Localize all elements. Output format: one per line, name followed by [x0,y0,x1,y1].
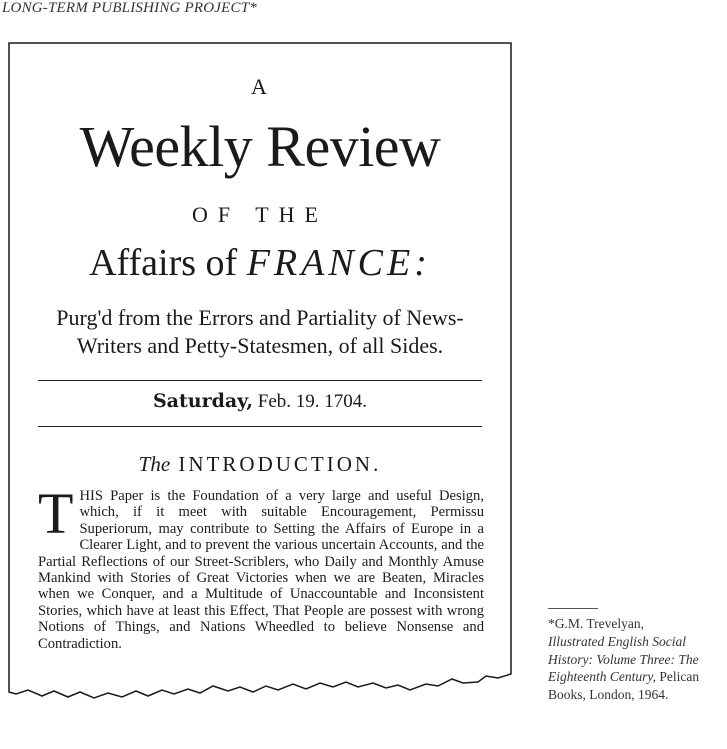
affairs-country: FRANCE: [246,242,431,284]
body-paragraph [38,481,484,652]
footnote-rule [548,608,598,609]
date-rest: Feb. 19. 1704. [253,391,368,412]
newspaper-page [8,42,512,742]
masthead-title: Weekly Review [79,114,441,179]
masthead-subtitle [8,304,512,360]
affairs-prefix: Affairs of [89,242,247,284]
drop-cap: T [38,481,74,546]
footnote-book-title: Illustrated English Social History: Volume Three: The Eighteenth Century, [548,633,699,685]
subtitle-line-2: Writers and Petty-Statesmen, of all Sides. [76,333,444,358]
dateline [8,390,512,413]
rule-top [38,380,482,381]
heading-introduction: INTRODUCTION. [170,452,382,476]
footnote-publisher: Pelican Books, London, 1964. [548,669,700,703]
masthead-affairs [8,240,512,286]
rule-bottom [38,426,482,427]
section-heading [8,452,512,477]
pre-title: A [251,74,269,99]
heading-the: The [138,452,171,476]
body-text: HIS Paper is the Foundation of a very large and useful Design, which, if it meet with suitable Encouragement, Permissu Superiorum, may contribute to Setting the Affairs of Europe in a Clearer Light, and to prevent the various uncertain Accounts, and the Partial Reflections of our Street-Scriblers, who Daily and Monthly Amuse Mankind with Stories of Great Victories when we are Beaten, Miracles when we Conquer, and a Multitude of Unaccountable and Inconsistent Stories, which have at least this Effect, That People are possest with wrong Notions of Things, and Nations Wheedled to believe Nonsense and Contradiction. [38,488,484,652]
header-label: LONG-TERM PUBLISHING PROJECT* [2,0,257,16]
footnote [548,608,727,704]
footnote-author: *G.M. Trevelyan, [548,616,645,631]
subtitle-line-1: Purg'd from the Errors and Partiality of News- [56,305,464,330]
date-day: Saturday, [152,390,254,412]
masthead-of-the: OF THE [192,202,328,227]
